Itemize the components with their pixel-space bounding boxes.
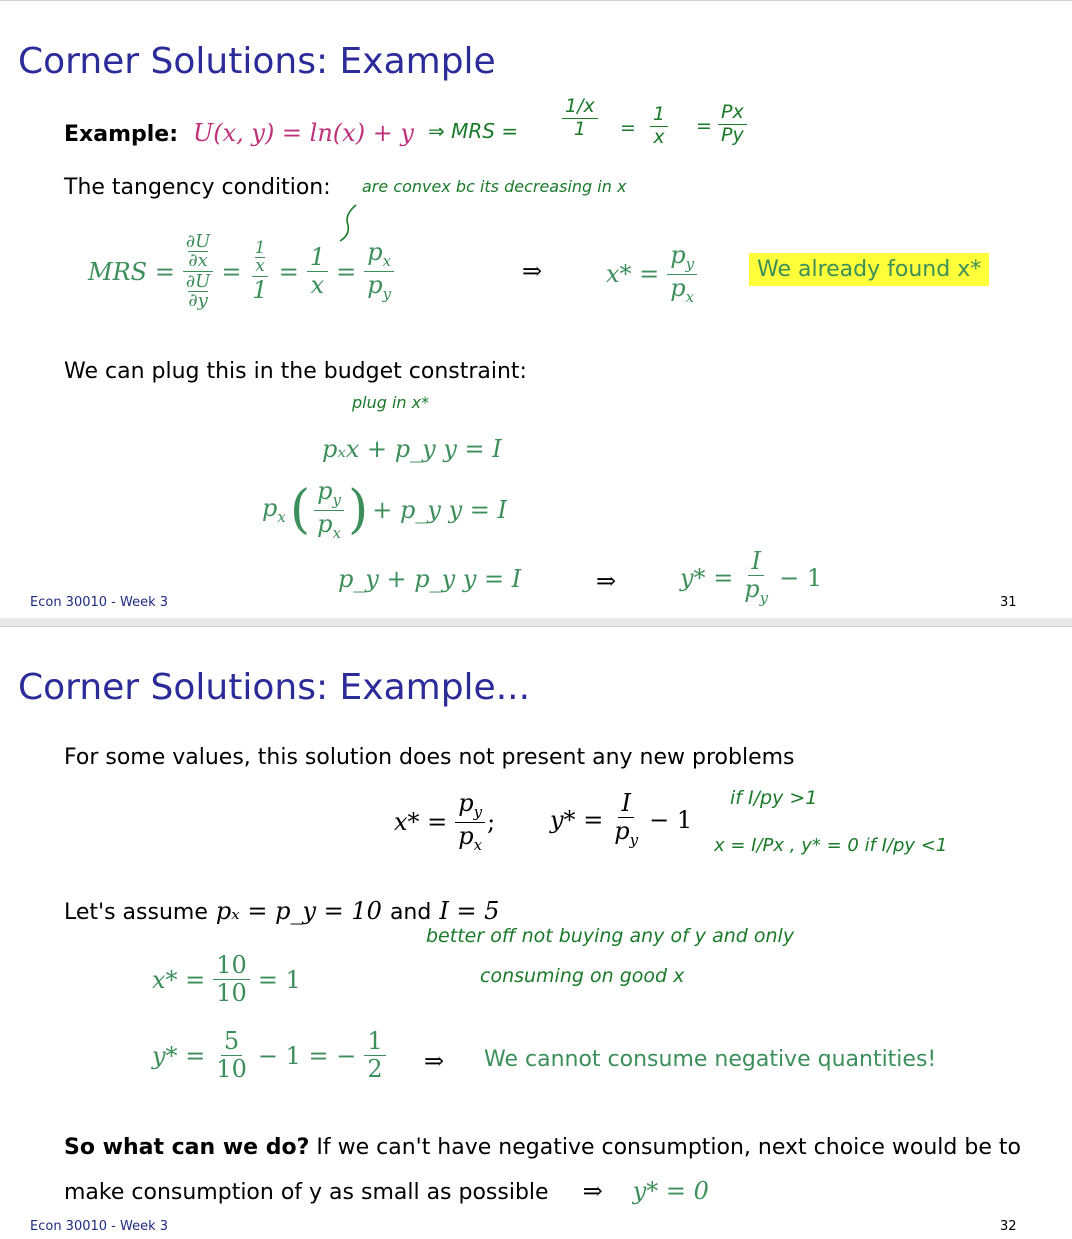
slide-title: Corner Solutions: Example <box>18 41 496 82</box>
footer: Econ 30010 - Week 3 <box>30 1219 169 1234</box>
equals: = <box>221 257 242 286</box>
implies-arrow: ⇒ <box>522 257 543 285</box>
handwritten-if-line: if I/py >1 <box>730 787 818 809</box>
budget-line-2: $p_x$ ( $\frac{p_y}{p_x}$ ) + p_y y = I <box>262 477 507 542</box>
question-line-2: make consumption of y as small as possible ⇒ y* = 0 <box>64 1177 709 1205</box>
handwritten-convex-note: are convex bc its decreasing in x <box>362 177 627 196</box>
fraction-1x-over-1: 1 x 1 <box>252 237 268 304</box>
handwritten-better-line: better off not buying any of y and only <box>426 925 795 947</box>
handwritten-equals-1: = <box>620 117 636 139</box>
fraction-px-over-py: $\frac{p_x}{p_y}$ <box>364 240 394 302</box>
handwritten-corner-line: x = I/Px , y* = 0 if I/py <1 <box>714 835 948 856</box>
slide-title: Corner Solutions: Example... <box>18 667 531 708</box>
handwritten-equals-2: = <box>696 115 712 137</box>
example-line <box>64 119 414 147</box>
calc-xstar: x* = $\frac{10}{10}$ = 1 <box>152 951 301 1008</box>
fraction-1-over-x: $\frac{1}{x}$ <box>307 245 328 298</box>
implies-arrow-3: ⇒ <box>424 1047 445 1075</box>
handwritten-mrs-note: ⇒ MRS = <box>428 119 519 143</box>
xstar-equation: x* = $\frac{p_y}{p_x}$ <box>606 243 697 305</box>
page-number: 32 <box>1000 1219 1017 1234</box>
slide-separator <box>0 618 1072 626</box>
budget-text: We can plug this in the budget constraint: <box>64 359 527 384</box>
tangency-text: The tangency condition: <box>64 175 331 200</box>
budget-line-3: p_y + p_y y = I <box>338 565 522 593</box>
footer: Econ 30010 - Week 3 <box>30 595 169 610</box>
highlight-box: We already found x* <box>749 253 989 286</box>
solution-ystar: y* = $\frac{I}{p_y}$ − 1 <box>550 789 693 849</box>
question-line-1: So what can we do? If we can't have negative consumption, next choice would be to <box>64 1135 1021 1160</box>
slide-31 <box>0 0 1072 619</box>
mrs-equation: MRS = ∂U ∂x ∂U ∂y = 1 x 1 = $\frac{1}{x}$ = $\frac{p_x}{p_y}$ <box>88 233 394 310</box>
utility-formula: U(x, y) = ln(x) + y <box>193 119 414 147</box>
calc-ystar: y* = $\frac{5}{10}$ − 1 = − $\frac{1}{2}$ <box>152 1029 386 1082</box>
handwritten-1-over-x: $\frac{1}{x}$ <box>650 105 668 148</box>
mrs-label: MRS = <box>88 257 175 286</box>
solution-xstar: x* = $\frac{p_y}{p_x}$ ; <box>394 789 496 854</box>
example-label: Example: <box>64 122 178 147</box>
slide-32 <box>0 626 1072 1239</box>
ystar-equation: y* = $\frac{I}{p_y}$ − 1 <box>680 547 823 607</box>
handwritten-consuming-line: consuming on good x <box>480 965 685 987</box>
implies-arrow-2: ⇒ <box>596 567 617 595</box>
partial-fraction: ∂U ∂x ∂U ∂y <box>183 233 213 310</box>
page-number: 31 <box>1000 595 1017 610</box>
handwritten-plug-note: plug in x* <box>352 393 430 412</box>
budget-line-1: pₓx + p_y y = I <box>322 435 502 463</box>
handwritten-frac-1x-over-1: $\frac{1/x}{1}$ <box>562 97 598 140</box>
negative-note: We cannot consume negative quantities! <box>484 1047 937 1072</box>
handwritten-px-over-py: $\frac{Px}{Py}$ <box>718 103 747 146</box>
assume-line: Let's assume pₓ = p_y = 10 and I = 5 <box>64 897 500 925</box>
intro-text: For some values, this solution does not present any new problems <box>64 745 795 770</box>
